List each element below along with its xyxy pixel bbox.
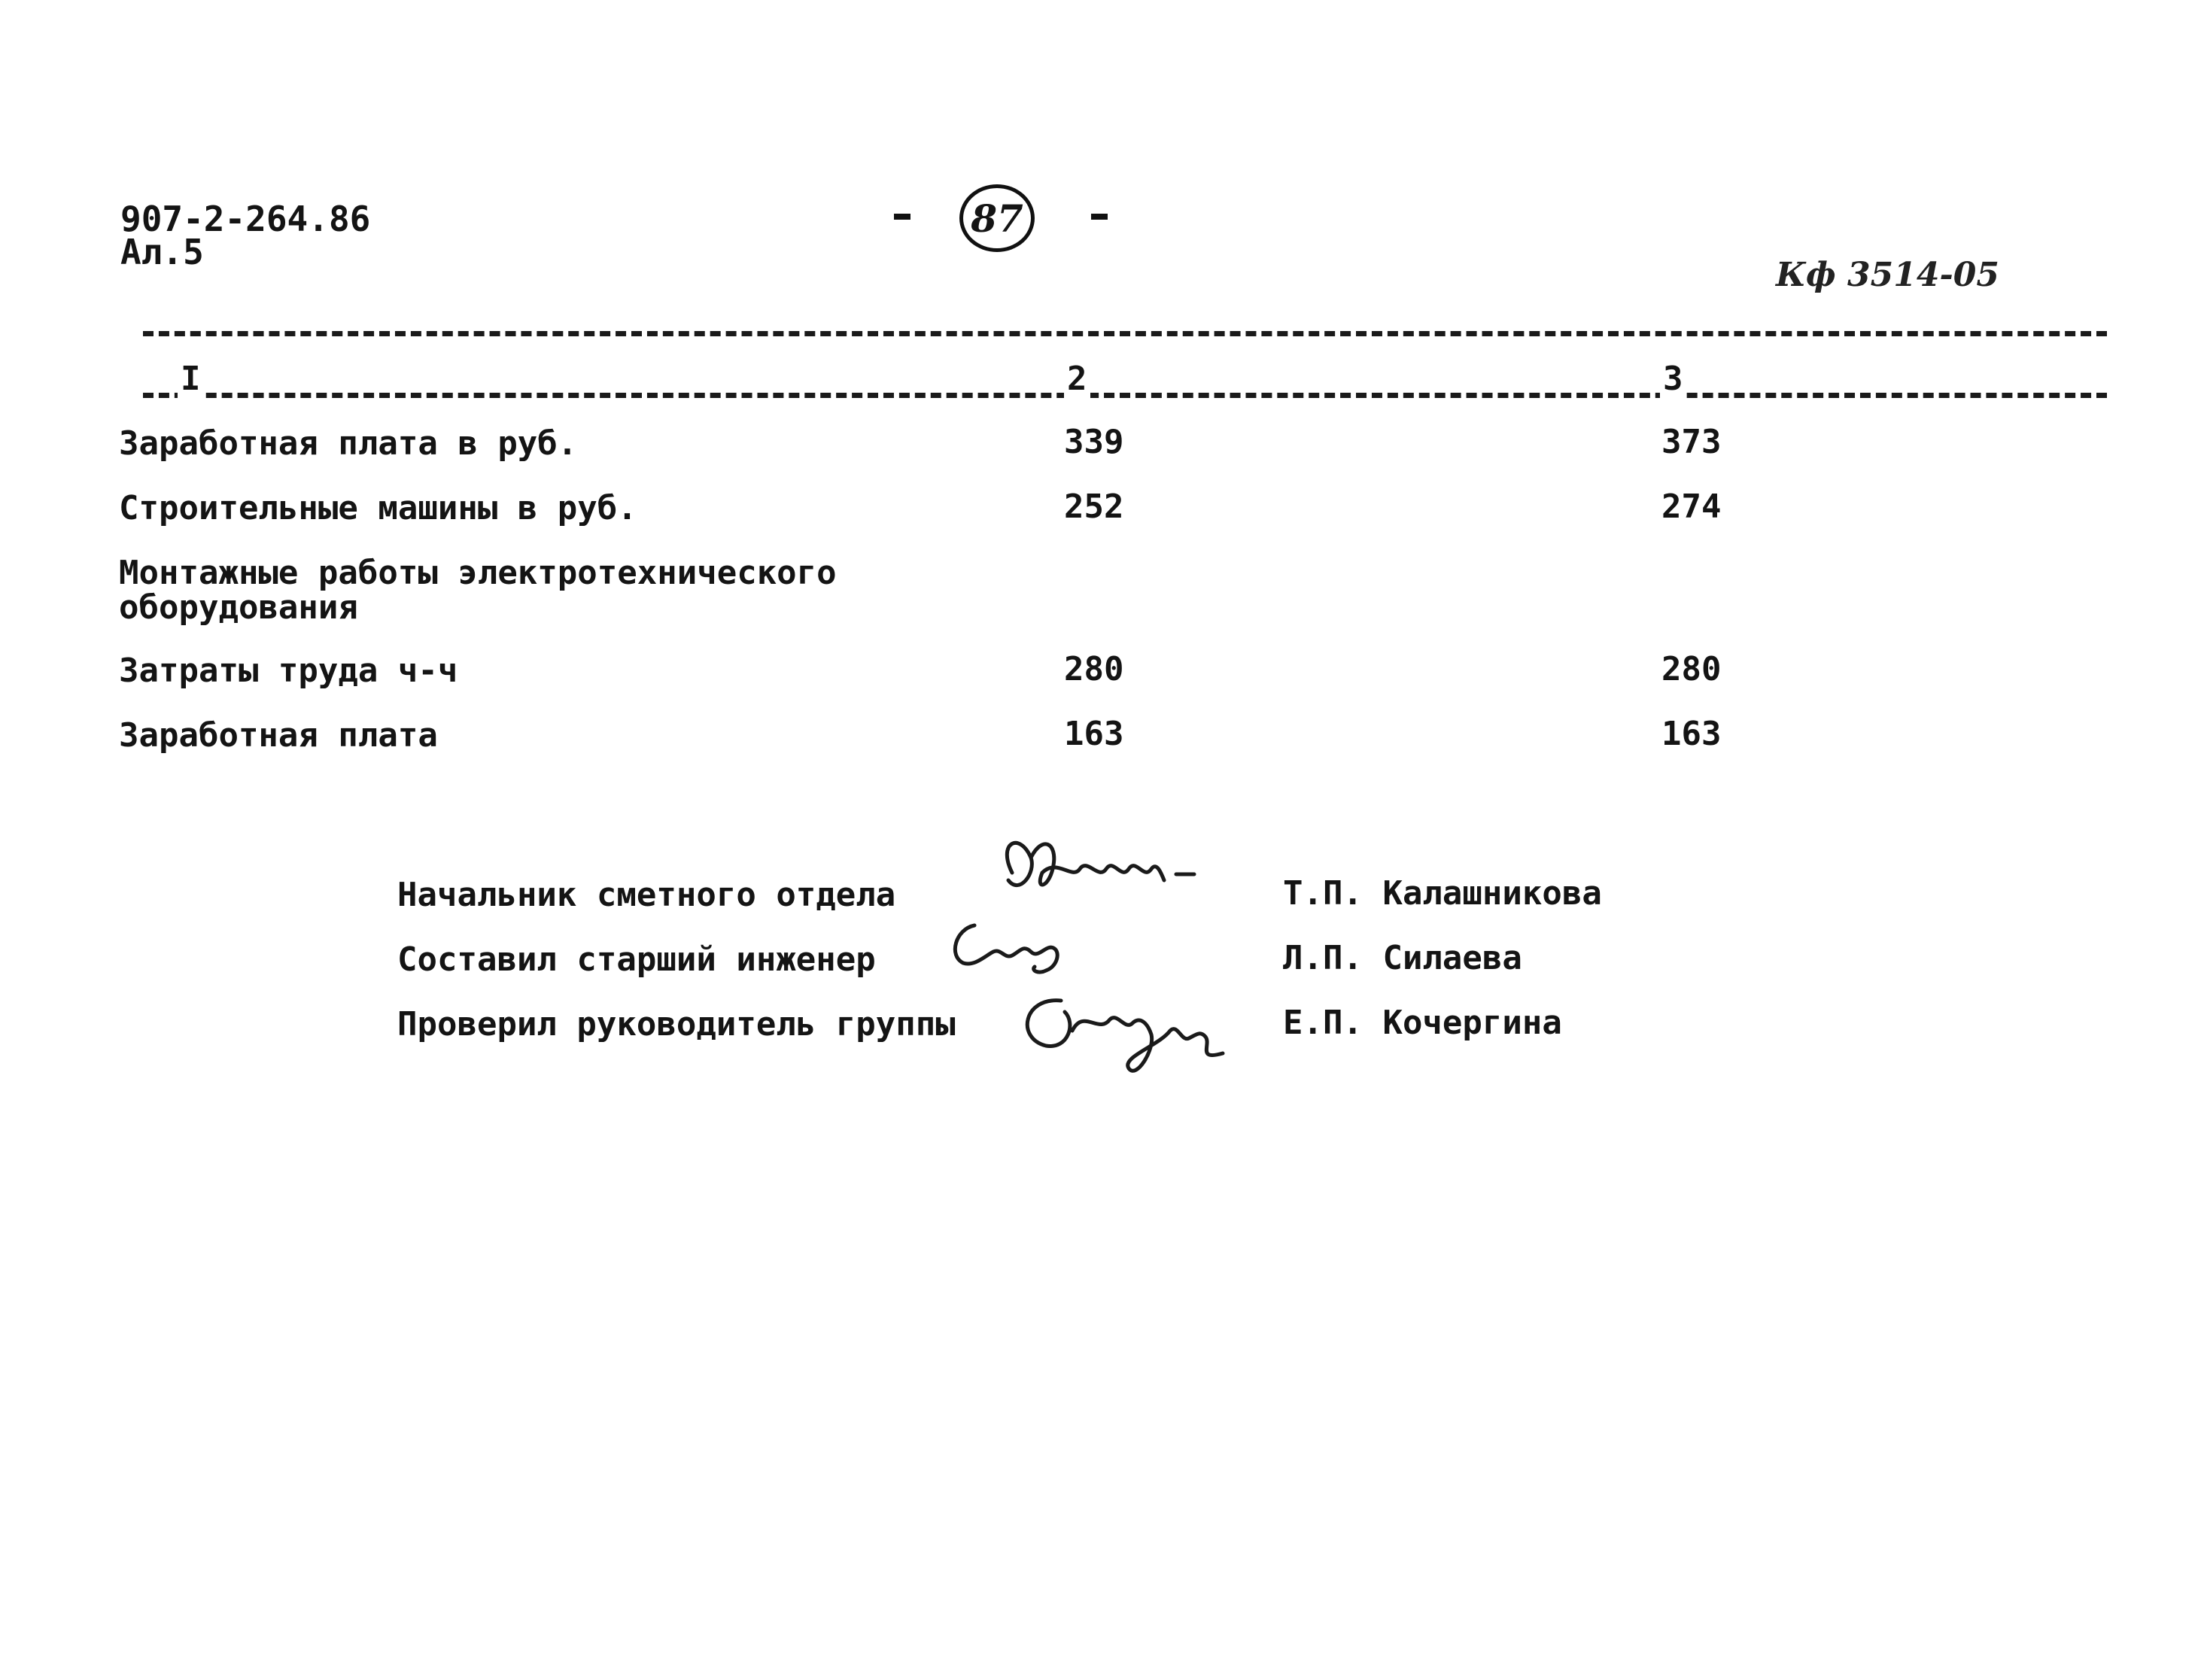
signatory-role: Составил старший инженер <box>397 940 876 979</box>
row-label-line2: оборудования <box>119 588 358 627</box>
document-code: 907-2-264.86 <box>120 199 371 239</box>
row-label: Затраты труда ч-ч <box>119 652 458 690</box>
page-number: 87 <box>971 196 1023 241</box>
column-header-3: 3 <box>1660 360 1686 398</box>
page-number-dash-right <box>1091 214 1108 220</box>
row-label: Заработная плата <box>119 716 438 755</box>
signatory-name: Е.П. Кочергина <box>1283 1004 1562 1042</box>
row-value-col3: 280 <box>1661 650 1722 688</box>
row-value-col2: 280 <box>1064 650 1124 688</box>
table-top-rule <box>143 331 2107 336</box>
handwritten-signature <box>941 910 1076 986</box>
row-value-col3: 163 <box>1661 715 1722 753</box>
album-label: Ал.5 <box>120 232 204 272</box>
row-label: Строительные машины в руб. <box>119 489 637 527</box>
signatory-name: Т.П. Калашникова <box>1283 874 1602 913</box>
column-header-1: I <box>178 360 204 398</box>
signatory-role: Начальник сметного отдела <box>397 876 896 914</box>
handwritten-signature <box>1008 978 1249 1091</box>
row-value-col3: 274 <box>1661 488 1722 526</box>
row-value-col2: 163 <box>1064 715 1124 753</box>
page-number-dash-left <box>894 214 910 220</box>
signatory-name: Л.П. Силаева <box>1283 939 1522 977</box>
signatory-role: Проверил руководитель группы <box>397 1005 956 1044</box>
row-value-col2: 339 <box>1064 423 1124 461</box>
column-header-2: 2 <box>1064 360 1090 398</box>
table-header-rule <box>143 393 2107 398</box>
row-label: Заработная плата в руб. <box>119 424 578 463</box>
row-value-col2: 252 <box>1064 488 1124 526</box>
row-value-col3: 373 <box>1661 423 1722 461</box>
page-number-circle <box>959 184 1035 252</box>
row-label-line1: Монтажные работы электротехнического <box>119 554 837 592</box>
archive-code: Кф 3514-05 <box>1776 256 1999 294</box>
